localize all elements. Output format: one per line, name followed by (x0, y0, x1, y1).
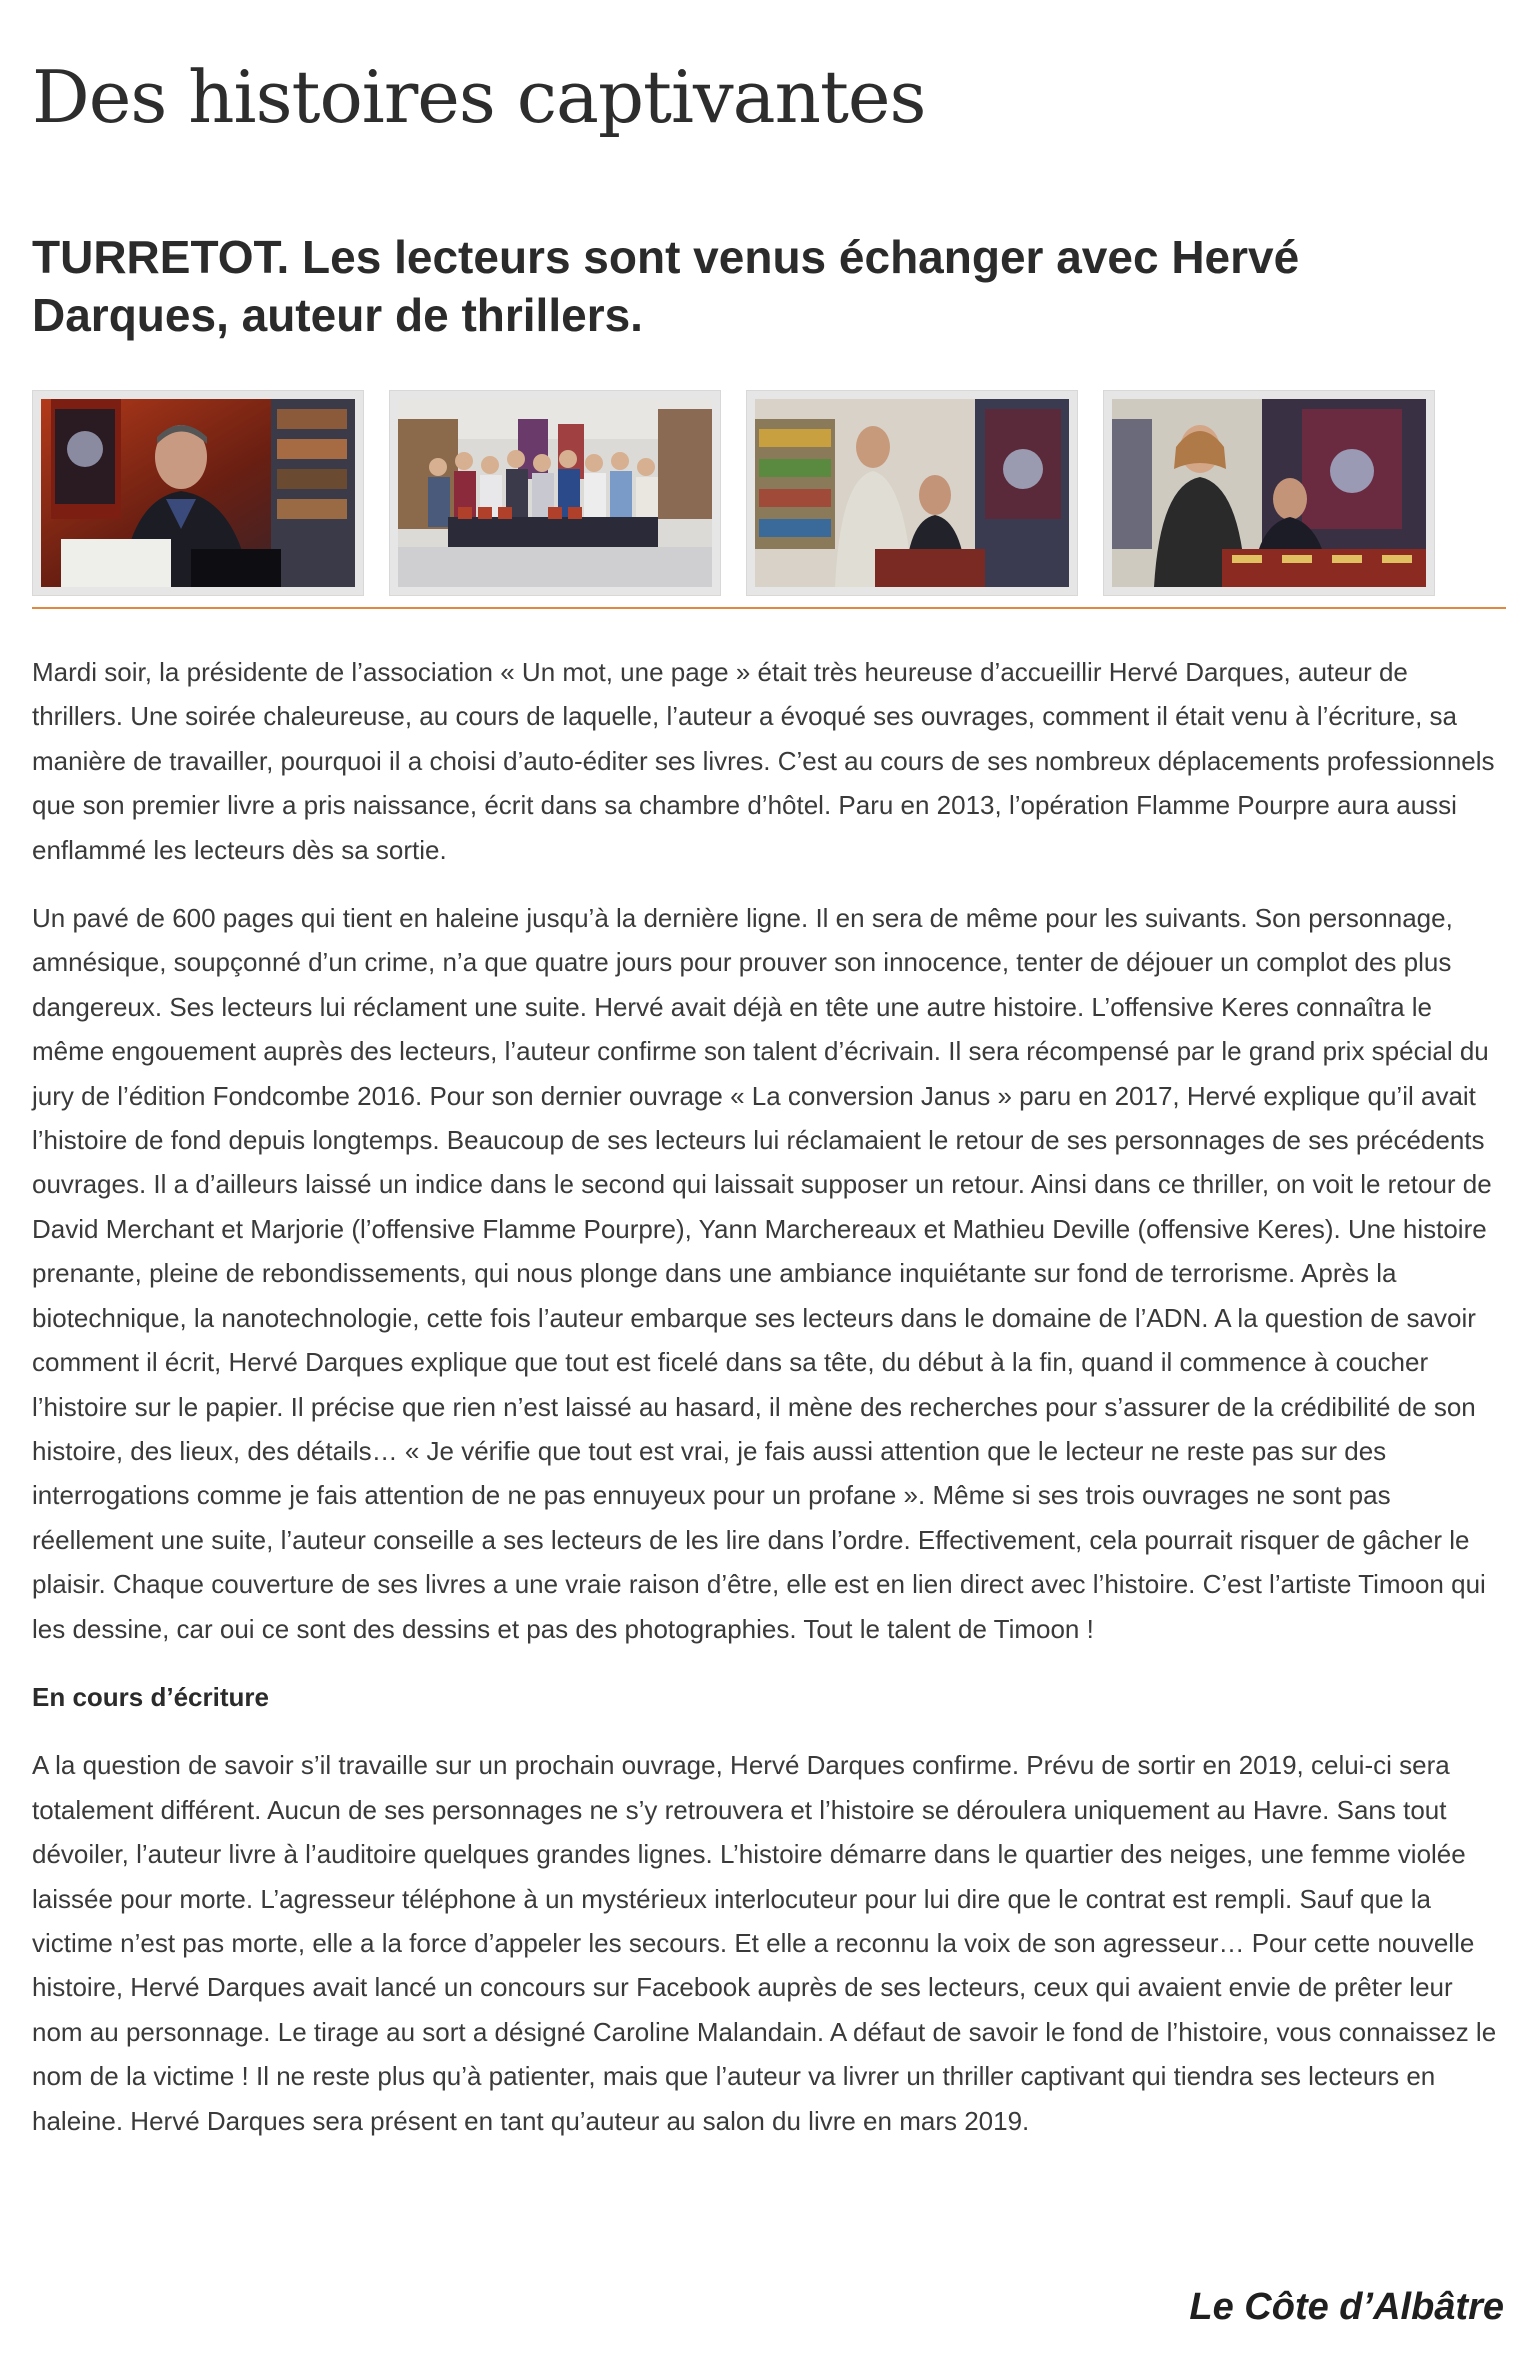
photo-author-with-reader[interactable] (746, 390, 1078, 596)
article-paragraph-3: A la question de savoir s’il travaille sur un prochain ouvrage, Hervé Darques confirme. Prévu de sortir en 2019, celui-ci sera totalement différent. Aucun de ses personnages ne s’y retrouvera et l’histoire se déroulera uniquement au Havre. Sans tout dévoiler, l’auteur livre à l’auditoire quelques grandes lignes. L’histoire démarre dans le quartier des neiges, une femme violée laissée pour morte. L’agresseur téléphone à un mystérieux interlocuteur pour lui dire que le contrat est rempli. Sauf que la victime n’est pas morte, elle a la force d’appeler les secours. Et elle a reconnu la voix de son agresseur… Pour cette nouvelle histoire, Hervé Darques avait lancé un concours sur Facebook auprès de ses lecteurs, ceux qui avaient envie de prêter leur nom au personnage. Le tirage au sort a désigné Caroline Malandain. A défaut de savoir le fond de l’histoire, vous connaissez le nom de la victime ! Il ne reste plus qu’à patienter, mais que l’auteur va livrer un thriller captivant qui tiendra ses lecteurs en haleine. Hervé Darques sera présent en tant qu’auteur au salon du livre en mars 2019. (32, 1750, 1497, 2136)
publication-signature: Le Côte d’Albâtre (1189, 2286, 1504, 2328)
article-headline: TURRETOT. Les lecteurs sont venus échanger avec Hervé Darques, auteur de thrillers. (32, 231, 1300, 341)
photo-group-readers[interactable] (389, 390, 721, 596)
photo-president-with-author-image (1112, 399, 1426, 587)
photo-group-readers-image (398, 399, 712, 587)
article-subheading: En cours d’écriture (32, 1681, 269, 1712)
header-divider (32, 607, 1506, 609)
photo-gallery (32, 390, 1506, 600)
photo-president-with-author[interactable] (1103, 390, 1435, 596)
article-paragraph-1: Mardi soir, la présidente de l’association « Un mot, une page » était très heureuse d’accueillir Hervé Darques, auteur de thrillers. Une soirée chaleureuse, au cours de laquelle, l’auteur a évoqué ses ouvrages, comment il était venu à l’écriture, sa manière de travailler, pourquoi il a choisi d’auto-éditer ses livres. C’est au cours de ses nombreux déplacements professionnels que son premier livre a pris naissance, écrit dans sa chambre d’hôtel. Paru en 2013, l’opération Flamme Pourpre aura aussi enflammé les lecteurs dès sa sortie. (32, 657, 1495, 865)
article-body (32, 650, 1506, 2167)
page-title: Des histoires captivantes (32, 55, 926, 139)
article-paragraph-2: Un pavé de 600 pages qui tient en haleine jusqu’à la dernière ligne. Il en sera de même pour les suivants. Son personnage, amnésique, soupçonné d’un crime, n’a que quatre jours pour prouver son innocence, tenter de déjouer un complot des plus dangereux. Ses lecteurs lui réclament une suite. Hervé avait déjà en tête une autre histoire. L’offensive Keres connaîtra le même engouement auprès des lecteurs, l’auteur confirme son talent d’écrivain. Il sera récompensé par le grand prix spécial du jury de l’édition Fondcombe 2016. Pour son dernier ouvrage « La conversion Janus » paru en 2017, Hervé explique qu’il avait l’histoire de fond depuis longtemps. Beaucoup de ses lecteurs lui réclamaient le retour de ses personnages de ses précédents ouvrages. Il a d’ailleurs laissé un indice dans le second qui laissait supposer un retour. Ainsi dans ce thriller, on voit le retour de David Merchant et Marjorie (l’offensive Flamme Pourpre), Yann Marchereaux et Mathieu Deville (offensive Keres). Une histoire prenante, pleine de rebondissements, qui nous plonge dans une ambiance inquiétante sur fond de terrorisme. Après la biotechnique, la nanotechnologie, cette fois l’auteur embarque ses lecteurs dans le domaine de l’ADN. A la question de savoir comment il écrit, Hervé Darques explique que tout est ficelé dans sa tête, du début à la fin, quand il commence à coucher l’histoire sur le papier. Il précise que rien n’est laissé au hasard, il mène des recherches pour s’assurer de la crédibilité de son histoire, des lieux, des détails… « Je vérifie que tout est vrai, je fais aussi attention que le lecteur ne reste pas sur des interrogations comme je fais attention de ne pas ennuyeux pour un profane ». Même si ses trois ouvrages ne sont pas réellement une suite, l’auteur conseille a ses lecteurs de les lire dans l’ordre. Effectivement, cela pourrait risquer de gâcher le plaisir. Chaque couverture de ses livres a une vraie raison d’être, elle est en lien direct avec l’histoire. C’est l’artiste Timoon qui les dessine, car oui ce sont des dessins et pas des photographies. Tout le talent de Timoon ! (32, 903, 1492, 1644)
photo-author-with-reader-image (755, 399, 1069, 587)
photo-author-signing-image (41, 399, 355, 587)
photo-author-signing[interactable] (32, 390, 364, 596)
